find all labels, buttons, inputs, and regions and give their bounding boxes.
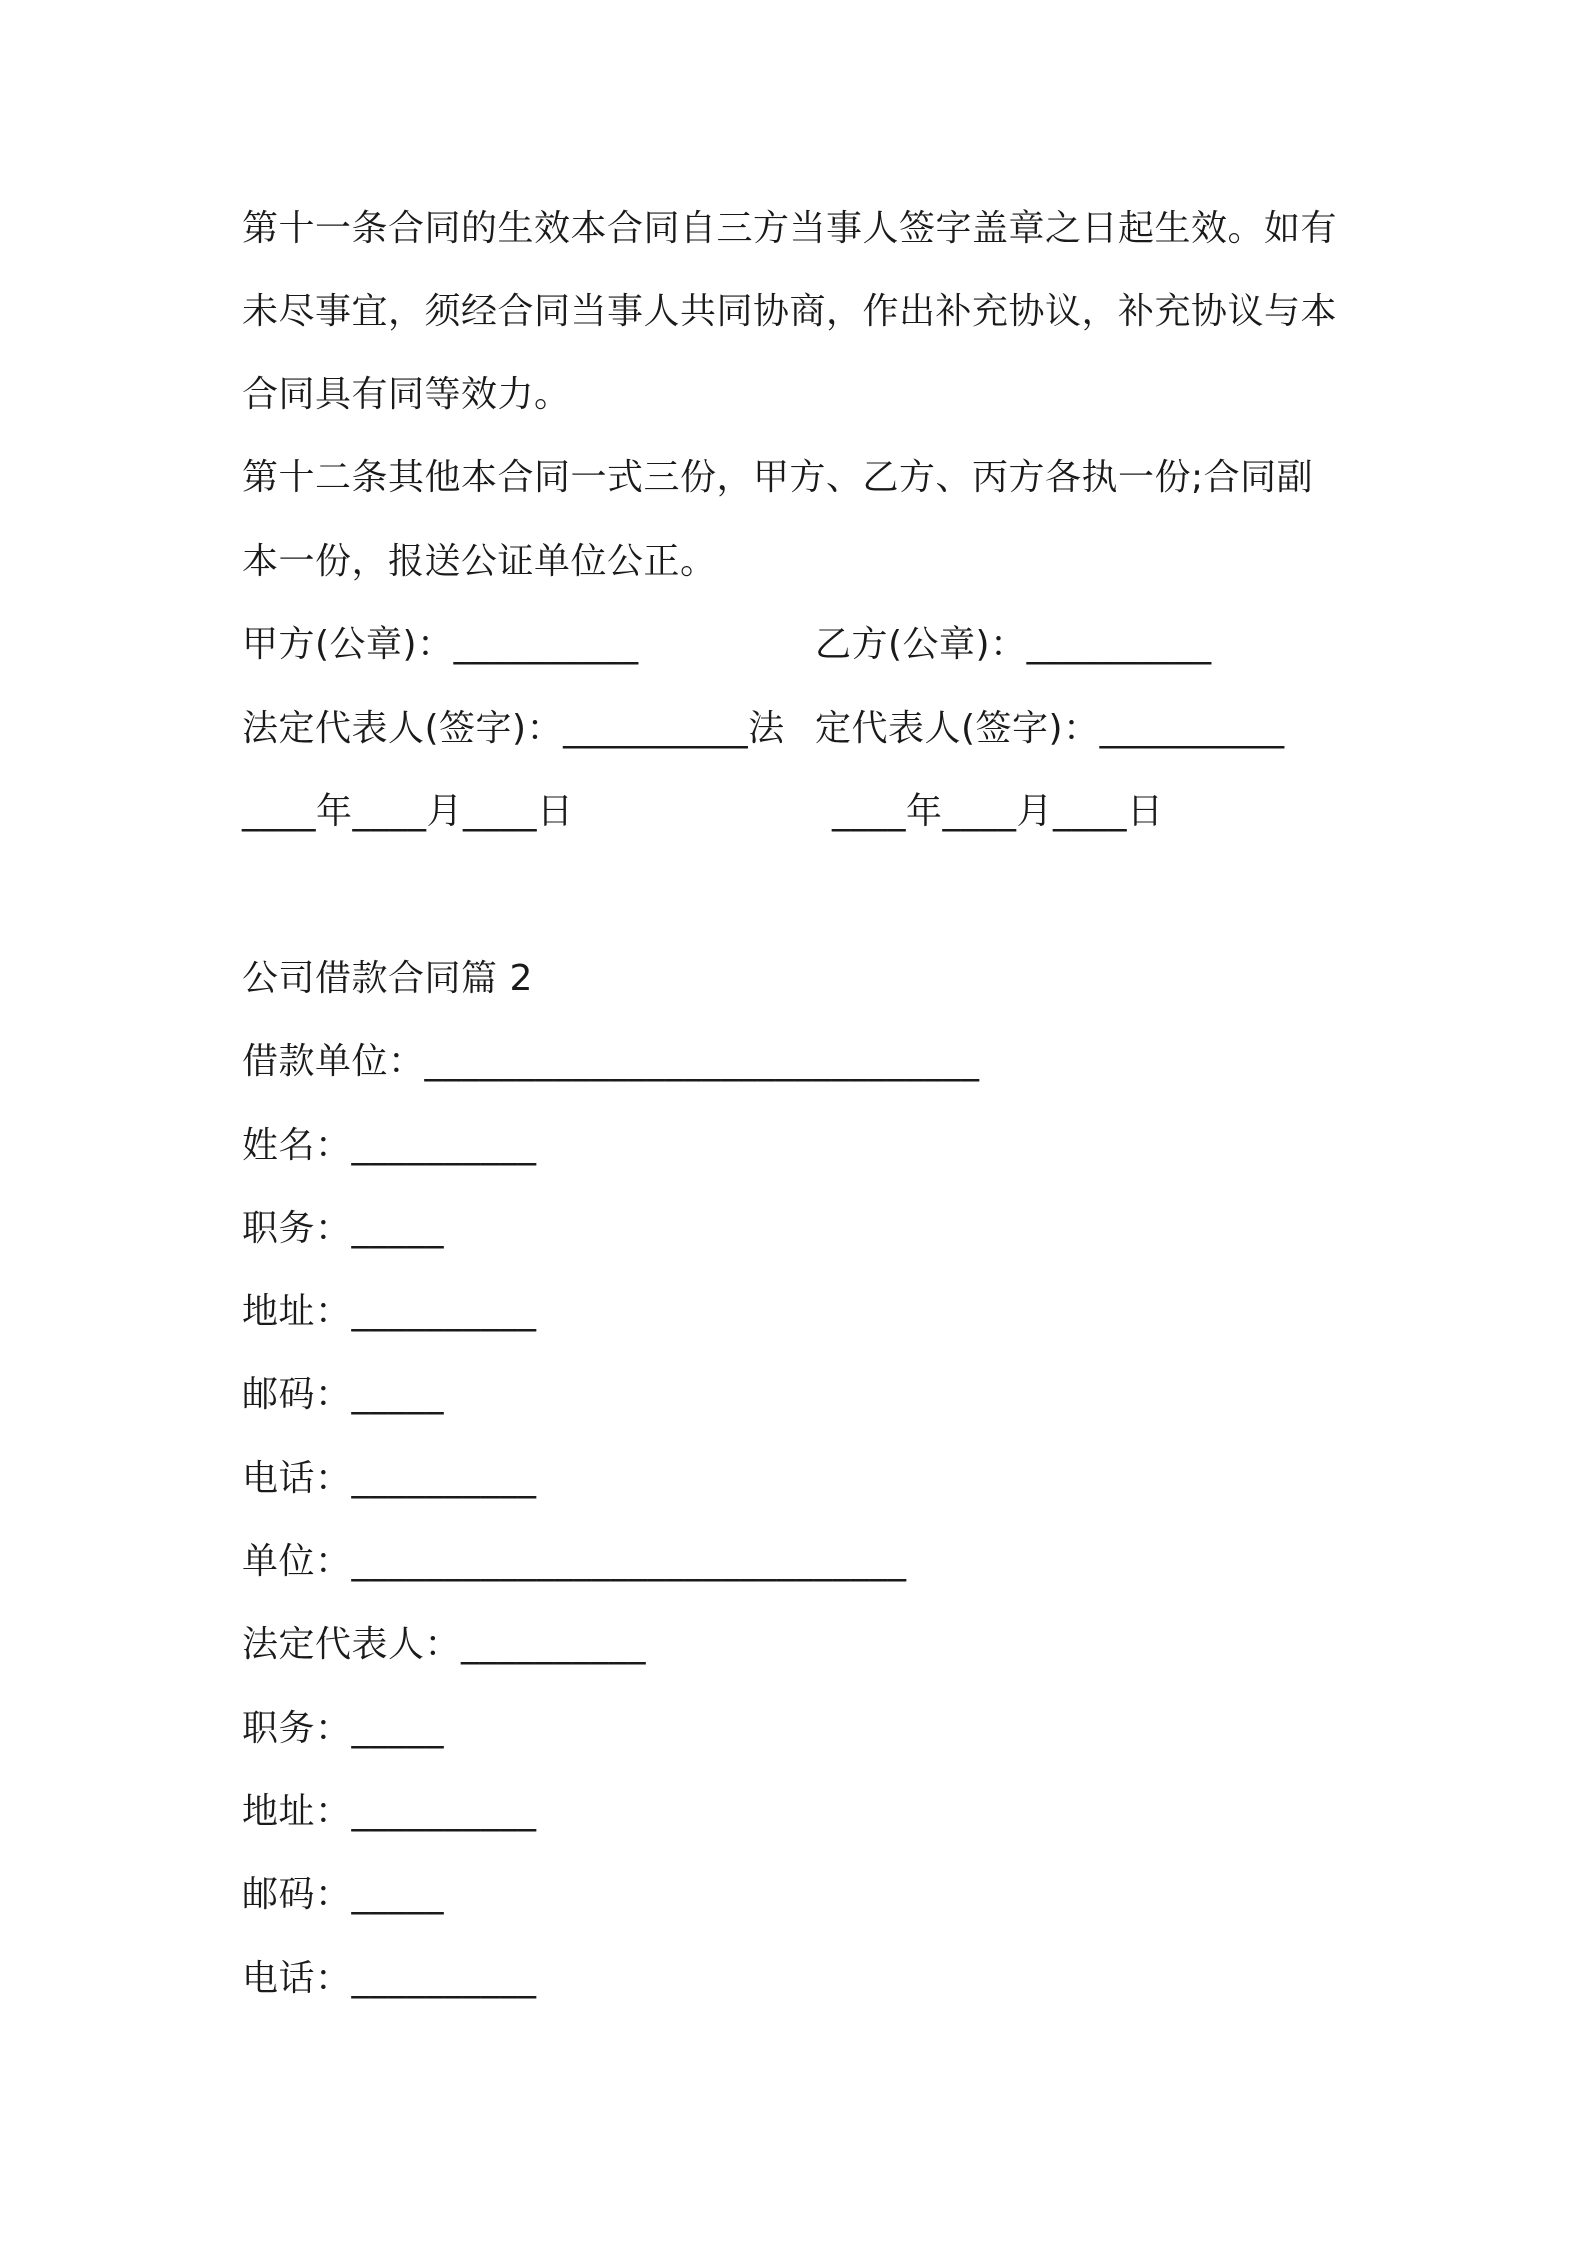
borrower-unit-field: 借款单位：______________________________ xyxy=(242,1041,980,1082)
article-11-line-2: 未尽事宜，须经合同当事人共同协商，作出补充协议，补充协议与本 xyxy=(242,291,1338,332)
position-field-2: 职务：_____ xyxy=(242,1708,445,1749)
name-field: 姓名：__________ xyxy=(242,1125,537,1166)
party-a-seal: 甲方(公章)：__________ xyxy=(242,624,639,665)
party-b-representative: 定代表人(签字)：__________ xyxy=(815,708,1285,749)
postcode-field-2: 邮码：_____ xyxy=(242,1874,445,1915)
phone-field-2: 电话：__________ xyxy=(242,1958,537,1999)
party-a-date: ____年____月____日 xyxy=(242,791,574,832)
article-11-line-1: 第十一条合同的生效本合同自三方当事人签字盖章之日起生效。如有 xyxy=(242,208,1338,249)
position-field: 职务：_____ xyxy=(242,1208,445,1249)
legal-representative-field: 法定代表人：__________ xyxy=(242,1624,647,1665)
article-12-line-2: 本一份，报送公证单位公正。 xyxy=(242,541,717,582)
postcode-field: 邮码：_____ xyxy=(242,1374,445,1415)
section-2-title: 公司借款合同篇 2 xyxy=(242,958,533,999)
party-a-representative: 法定代表人(签字)：__________法 xyxy=(242,708,785,749)
address-field-2: 地址：__________ xyxy=(242,1791,537,1832)
article-11-line-3: 合同具有同等效力。 xyxy=(242,374,571,415)
party-b-date: ____年____月____日 xyxy=(832,791,1164,832)
article-12-line-1: 第十二条其他本合同一式三份，甲方、乙方、丙方各执一份;合同副 xyxy=(242,457,1314,498)
address-field: 地址：__________ xyxy=(242,1291,537,1332)
unit-field: 单位：______________________________ xyxy=(242,1541,907,1582)
party-b-seal: 乙方(公章)：__________ xyxy=(815,624,1212,665)
phone-field: 电话：__________ xyxy=(242,1458,537,1499)
